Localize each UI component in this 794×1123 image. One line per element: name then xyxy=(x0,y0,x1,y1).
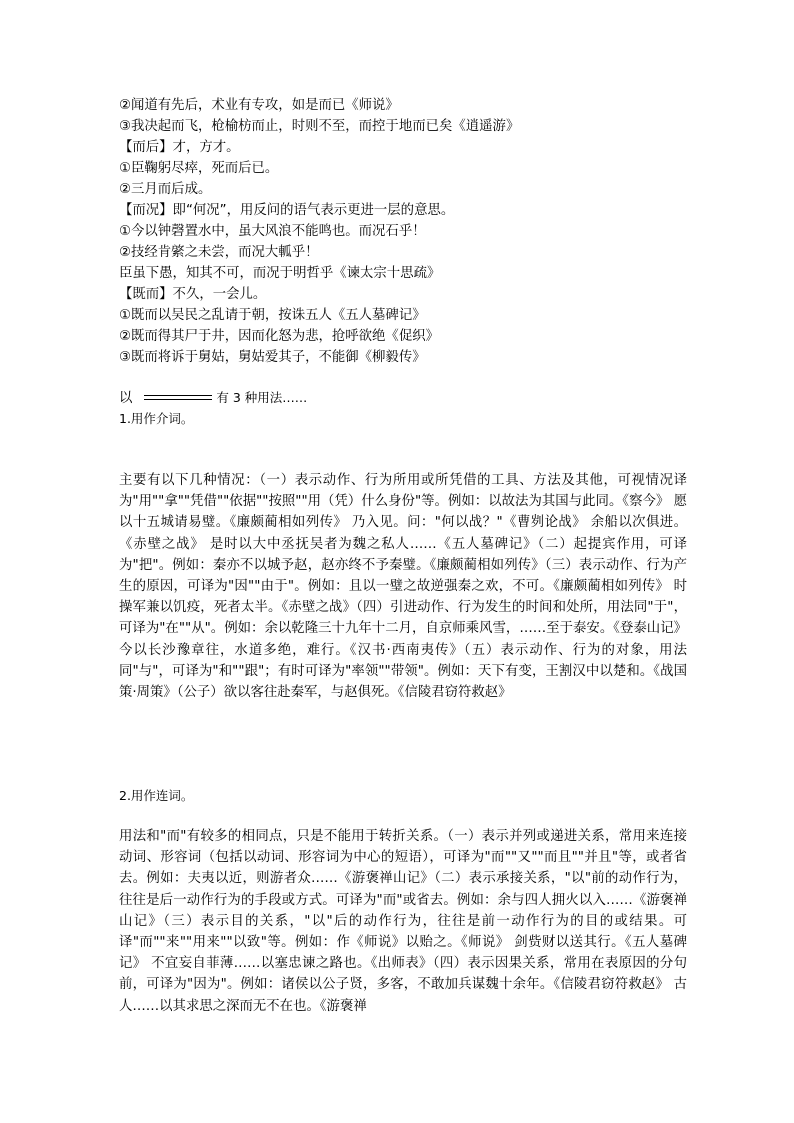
text-line: 臣虽下愚，知其不可，而况于明哲乎《谏太宗十思疏》 xyxy=(119,266,441,281)
yi-character: 以 xyxy=(119,391,133,406)
section-paragraph-preposition: 主要有以下几种情况：（一）表示动作、行为所用或所凭借的工具、方法及其他，可视情况译为"用""拿""凭借""依据""按照""用（凭）什么身份"等。例如：以故法为其国与此同。《察今》 愿以十五城请易璧。《廉颇蔺相如列传》 乃入见。问："何以战？"《曹刿论战》 余船以次俱进。《赤壁之战》 是时以大中丞抚吴者为魏之私人……《五人墓碑记》（二）起提宾作用，可译为"把"。例如：秦亦不以城予赵，赵亦终不予秦璧。《廉颇蔺相如列传》（三）表示动作、行为产生的原因，可译为"因""由于"。例如：且以一璧之故逆强秦之欢，不可。《廉颇蔺相如列传》 时操军兼以饥疫，死者太半。《赤壁之战》（四）引进动作、行为发生的时间和处所，用法同"于"，可译为"在""从"。例如：余以乾隆三十九年十二月，自京师乘风雪，……至于泰安。《登泰山记》 今以长沙豫章往，水道多绝，难行。《汉书·西南夷传》（五）表示动作、行为的对象，用法同"与"，可译为"和""跟"；有时可译为"率领""带领"。例如：天下有变，王割汉中以楚和。《战国策·周策》（公子）欲以客往赴秦军，与赵俱死。《信陵君窃符救赵》 xyxy=(119,473,687,701)
text-line: ②闻道有先后，术业有专攻，如是而已《师说》 xyxy=(119,98,399,113)
section-paragraph-conjunction: 用法和"而"有较多的相同点，只是不能用于转折关系。（一）表示并列或递进关系，常用来连接动词、形容词（包括以动词、形容词为中心的短语），可译为"而""又""而且""并且"等，或者省去。例如：夫夷以近，则游者众……《游褒禅山记》（二）表示承接关系，"以"前的动作行为，往往是后一动作行为的手段或方式。可译为"而"或省去。例如：余与四人拥火以入……《游褒禅山记》（三）表示目的关系，"以"后的动作行为，往往是前一动作行为的目的或结果。可译"而""来""用来""以致"等。例如：作《师说》以贻之。《师说》 剑赀财以送其行。《五人墓碑记》 不宜妄自菲薄……以塞忠谏之路也。《出师表》（四）表示因果关系，常用在表原因的分句前，可译为"因为"。例如：诸侯以公子贤，多客，不敢加兵谋魏十余年。《信陵君窃符救赵》 古人……以其求思之深而无不在也。《游褒禅 xyxy=(119,829,687,1014)
text-line: ②三月而后成。 xyxy=(119,182,212,197)
text-line: ②既而得其尸于井，因而化怒为悲，抢呼欲绝《促织》 xyxy=(119,329,439,344)
text-line: 【既而】不久，一会儿。 xyxy=(119,287,267,302)
text-line: ③既而将诉于舅姑，舅姑爱其子，不能御《柳毅传》 xyxy=(119,350,426,365)
double-rule-divider xyxy=(144,395,212,400)
section-heading-conjunction: 2.用作连词。 xyxy=(119,788,194,803)
text-line: 【而后】才，方才。 xyxy=(119,140,240,155)
yi-usage-line xyxy=(119,387,687,409)
text-line: ①既而以吴民之乱请于朝，按诛五人《五人墓碑记》 xyxy=(119,308,426,323)
text-line: ②技经肯綮之未尝，而况大軱乎！ xyxy=(119,245,319,260)
top-lines-block xyxy=(119,95,687,368)
text-line: 【而况】即“何况”，用反问的语气表示更进一层的意思。 xyxy=(119,203,455,218)
section-heading-preposition: 1.用作介词。 xyxy=(119,411,194,426)
yi-usage-text: 有 3 种用法…… xyxy=(216,390,308,405)
text-line: ①今以钟磬置水中，虽大风浪不能鸣也。而况石乎！ xyxy=(119,224,426,239)
text-line: ③我决起而飞，枪榆枋而止，时则不至，而控于地而已矣《逍遥游》 xyxy=(119,119,520,134)
text-line: ①臣鞠躬尽瘁，死而后已。 xyxy=(119,161,279,176)
